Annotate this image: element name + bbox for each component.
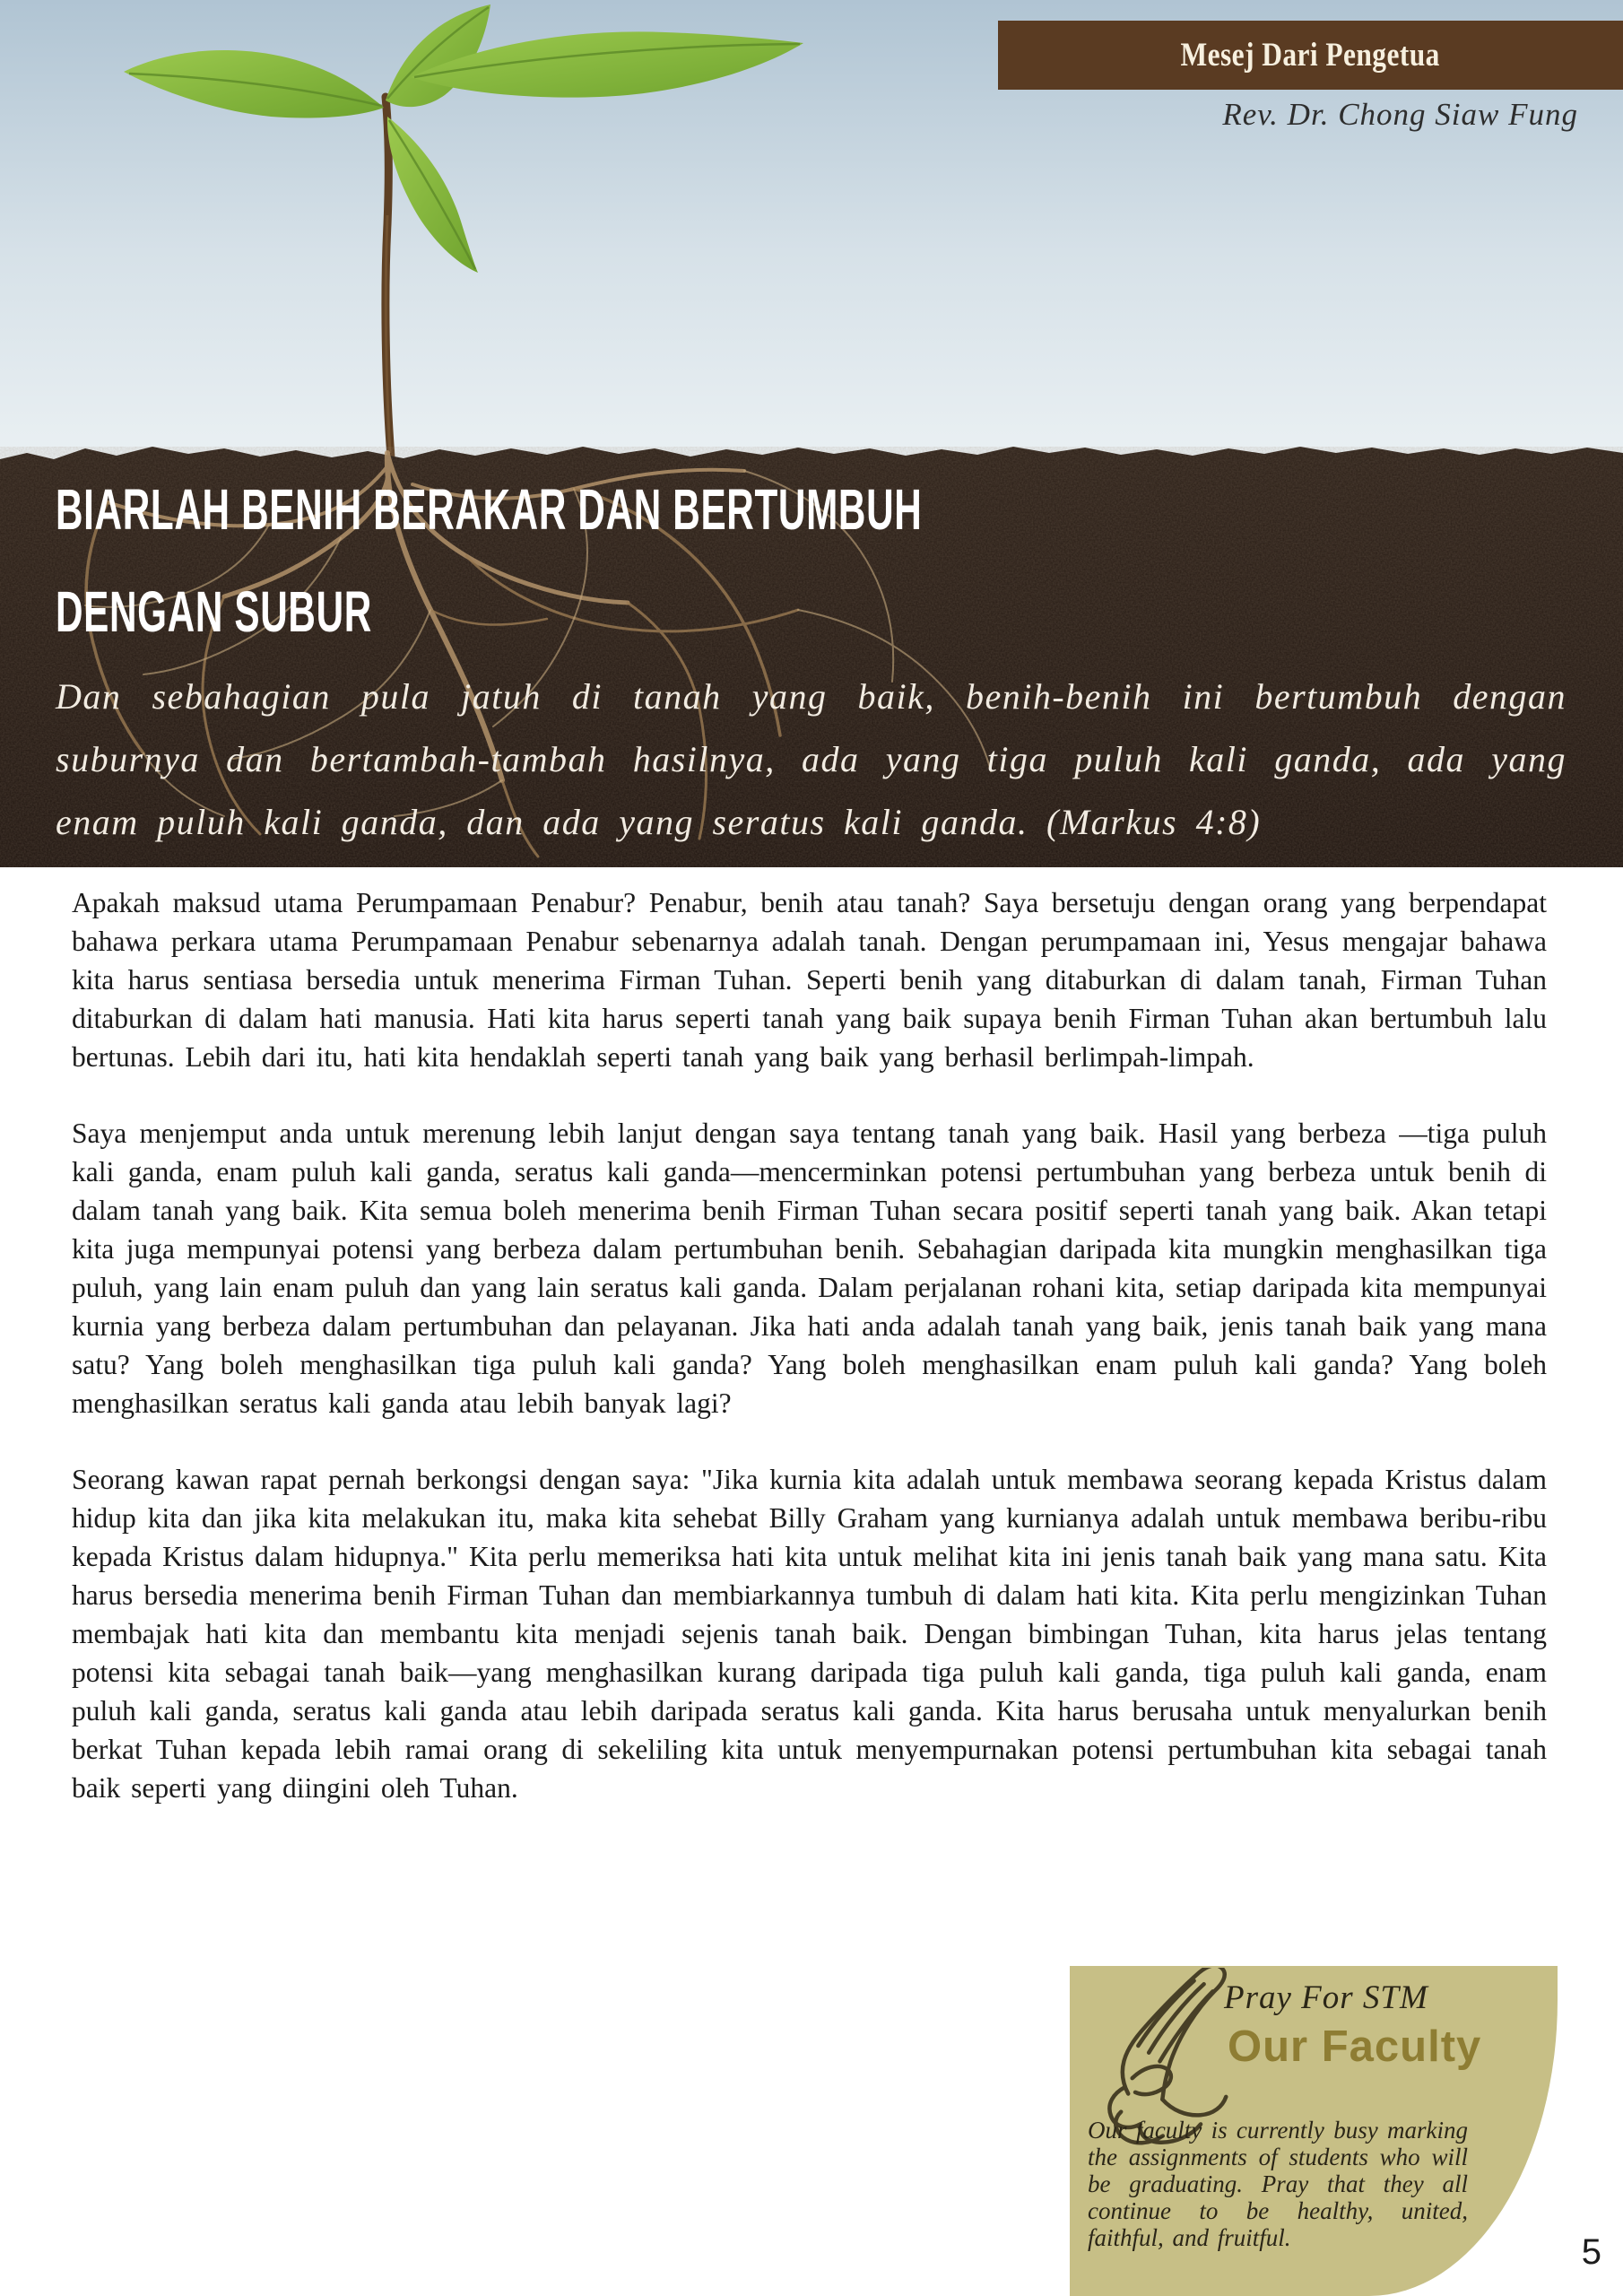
pray-for-stm-box [1070,1966,1558,2296]
article-paragraph-2: Saya menjemput anda untuk merenung lebih lanjut dengan saya tentang tanah yang baik. Hasil yang berbeza —tiga puluh kali ganda, enam puluh kali ganda, seratus kali ganda—mencerminkan potensi pertumbuhan yang berbeza untuk benih di dalam tanah yang baik. Kita semua boleh menerima benih Firman Tuhan secara positif seperti tanah yang baik. Akan tetapi kita juga mempunyai potensi yang berbeza dalam pertumbuhan benih. Sebahagian daripada kita mungkin menghasilkan tiga puluh, yang lain enam puluh dan yang lain seratus kali ganda. Dalam perjalanan rohani kita, setiap daripada kita mempunyai kurnia yang berbeza dalam pertumbuhan dan pelayanan. Jika hati anda adalah tanah yang baik, jenis tanah baik yang mana satu? Yang boleh menghasilkan tiga puluh kali ganda? Yang boleh menghasilkan enam puluh kali ganda? Yang boleh menghasilkan seratus kali ganda atau lebih banyak lagi? [72,1118,1547,1419]
pray-box-text: Our faculty is currently busy marking the assignments of students who will be graduating. Pray that they all continue to be healthy, united, faithful, and fruitful. [1088,2117,1468,2251]
article-paragraph-3: Seorang kawan rapat pernah berkongsi dengan saya: "Jika kurnia kita adalah untuk membawa seorang kepada Kristus dalam hidup kita dan jika kita melakukan itu, maka kita sehebat Billy Graham yang kurnianya adalah untuk membawa beribu-ribu kepada Kristus dalam hidupnya." Kita perlu memeriksa hati kita untuk melihat kita ini jenis tanah baik yang mana satu. Kita harus bersedia menerima benih Firman Tuhan dan membiarkannya tumbuh di dalam hati kita. Kita perlu mengizinkan Tuhan membajak hati kita dan membantu kita menjadi sejenis tanah baik. Dengan bimbingan Tuhan, kita harus jelas tentang potensi kita sebagai tanah baik—yang menghasilkan kurang daripada tiga puluh kali ganda, tiga puluh kali ganda, enam puluh kali ganda, seratus kali ganda atau lebih daripada seratus kali ganda. Kita harus berusaha untuk menyalurkan benih berkat Tuhan kepada lebih ramai orang di sekeliling kita untuk menyempurnakan potensi pertumbuhan kita sebagai tanah baik seperti yang diingini oleh Tuhan. [72,1464,1547,1804]
article-title [56,466,1401,671]
article-title-line-1: BIARLAH BENIH BERAKAR DAN BERTUMBUH [56,477,923,542]
article-body [72,883,1547,1845]
author-name: Rev. Dr. Chong Siaw Fung [1222,97,1578,132]
scripture-verse: Dan sebahagian pula jatuh di tanah yang baik, benih-benih ini bertumbuh dengan suburnya dan bertambah-tambah hasilnya, ada yang tiga puluh kali ganda, ada yang enam puluh kali ganda, dan ada yang seratus kali ganda. (Markus 4:8) [56,676,1567,842]
banner-title: Mesej Dari Pengetua [1180,37,1441,74]
hero-section [0,0,1623,867]
page-number: 5 [1581,2232,1601,2272]
article-paragraph-1: Apakah maksud utama Perumpamaan Penabur? Penabur, benih atau tanah? Saya bersetuju dengan orang yang berpendapat bahawa perkara utama Perumpamaan Penabur sebenarnya adalah tanah. Dengan perumpamaan ini, Yesus mengajar bahawa kita harus sentiasa bersedia untuk menerima Firman Tuhan. Seperti benih yang ditaburkan di dalam tanah, Firman Tuhan ditaburkan di dalam hati manusia. Hati kita harus seperti tanah yang baik supaya benih Firman Tuhan akan bertumbuh lalu bertunas. Lebih dari itu, hati kita hendaklah seperti tanah yang baik yang berhasil berlimpah-limpah. [72,887,1547,1073]
section-banner [998,21,1623,90]
pray-box-heading: Our Faculty [1228,2022,1482,2071]
pray-box-kicker: Pray For STM [1224,1979,1428,2016]
article-title-line-2: DENGAN SUBUR [56,579,372,644]
